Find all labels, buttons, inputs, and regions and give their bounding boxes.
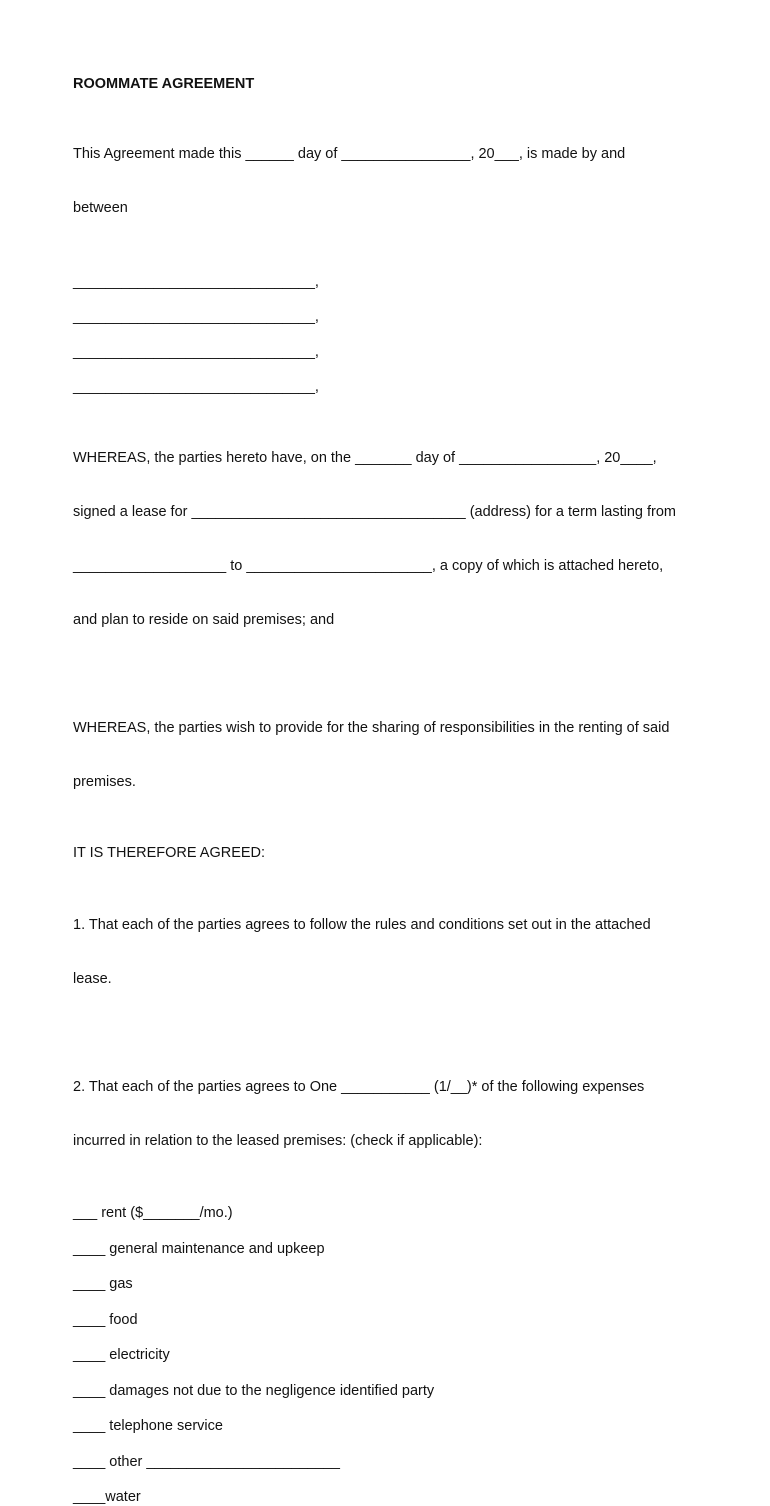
expense-maintenance: ____ general maintenance and upkeep xyxy=(73,1240,325,1257)
party-line-1: ______________________________, xyxy=(73,274,319,290)
document-page xyxy=(73,75,703,1506)
clause-1-line-1: 1. That each of the parties agrees to follow the rules and conditions set out in the attached xyxy=(73,917,651,933)
expense-other: ____ other ________________________ xyxy=(73,1453,340,1470)
intro-line-2: between xyxy=(73,200,128,216)
whereas-sharing-line-2: premises. xyxy=(73,774,136,790)
whereas-lease-line-4: and plan to reside on said premises; and xyxy=(73,612,335,628)
document-title: ROOMMATE AGREEMENT xyxy=(73,76,255,92)
agreed-heading: IT IS THEREFORE AGREED: xyxy=(73,845,266,861)
party-line-3: ______________________________, xyxy=(73,344,319,360)
clause-2 xyxy=(73,1042,703,1186)
intro-paragraph xyxy=(73,109,703,253)
intro-line-1: This Agreement made this ______ day of ________________, 20___, is made by and xyxy=(73,146,626,162)
expense-electricity: ____ electricity xyxy=(73,1347,170,1363)
clause-2-line-1: 2. That each of the parties agrees to One ___________ (1/__)* of the following expenses xyxy=(73,1079,645,1095)
clause-1-line-2: lease. xyxy=(73,971,112,987)
whereas-lease-line-1: WHEREAS, the parties hereto have, on the _______ day of _________________, 20____, xyxy=(73,450,657,466)
expense-gas: ____ gas xyxy=(73,1276,133,1292)
party-line-4: ______________________________, xyxy=(73,379,319,395)
whereas-sharing-paragraph xyxy=(73,683,703,827)
whereas-lease-line-3: ___________________ to _______________________, a copy of which is attached hereto, xyxy=(73,558,664,574)
whereas-lease-paragraph xyxy=(73,413,703,665)
expense-food: ____ food xyxy=(73,1311,138,1328)
expense-telephone: ____ telephone service xyxy=(73,1418,223,1434)
expense-rent: ___ rent ($_______/mo.) xyxy=(73,1205,233,1221)
party-line-2: ______________________________, xyxy=(73,309,319,325)
expense-water: ____water xyxy=(73,1489,141,1505)
clause-2-line-2: incurred in relation to the leased premises: (check if applicable): xyxy=(73,1133,483,1149)
expense-damages: ____ damages not due to the negligence identified party xyxy=(73,1382,435,1399)
clause-1 xyxy=(73,880,703,1024)
whereas-lease-line-2: signed a lease for __________________________________ (address) for a term lasting from xyxy=(73,504,676,520)
whereas-sharing-line-1: WHEREAS, the parties wish to provide for the sharing of responsibilities in the renting of said xyxy=(73,720,670,736)
